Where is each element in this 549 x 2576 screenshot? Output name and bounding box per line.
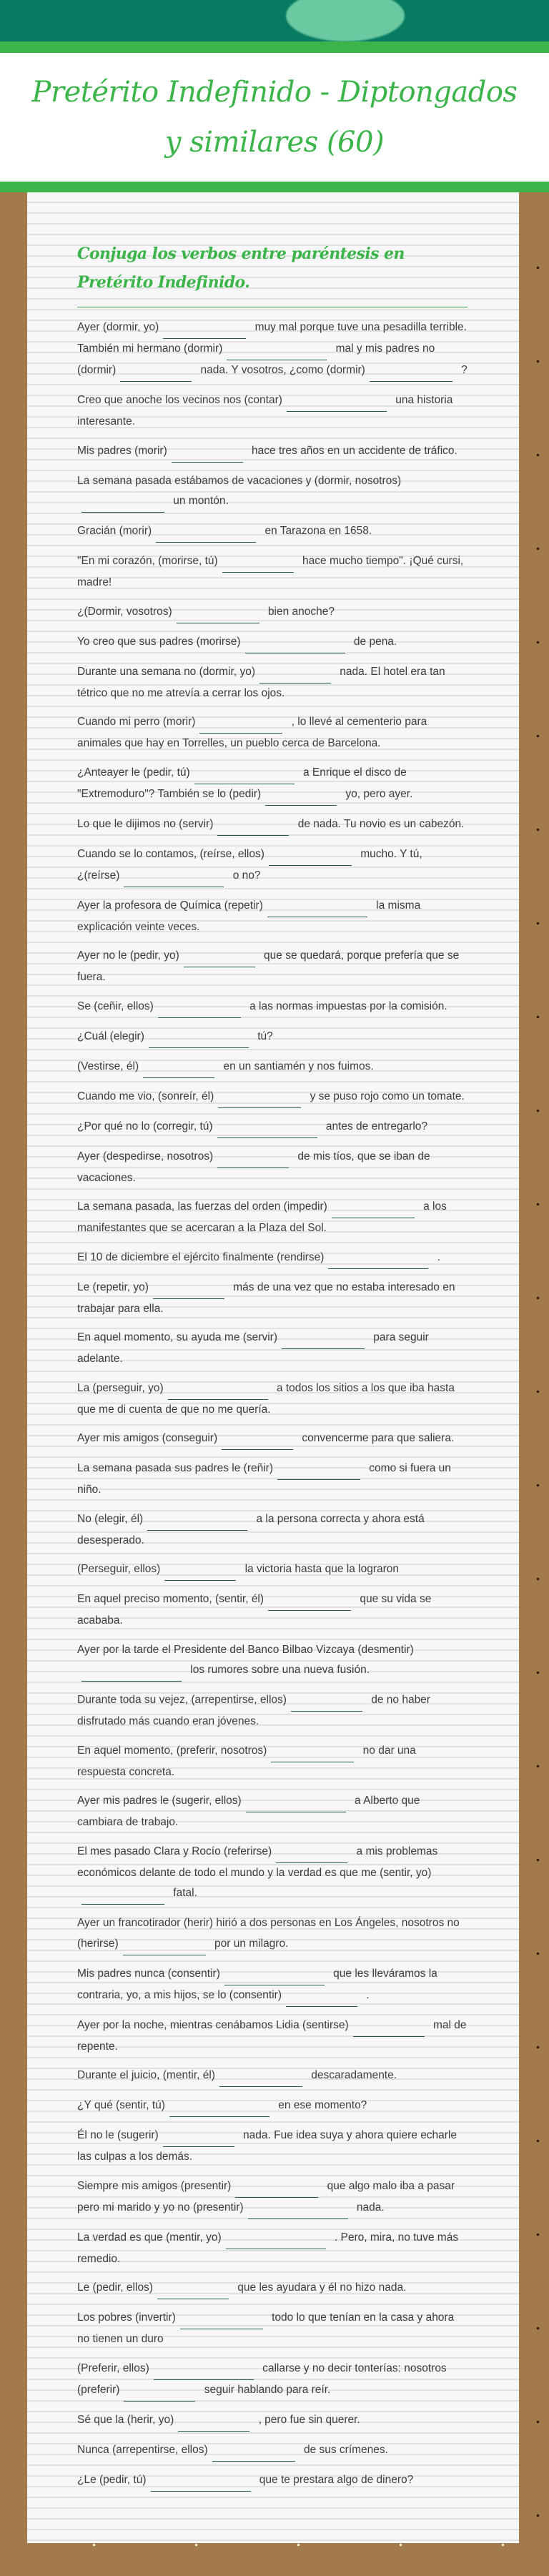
top-banner	[0, 0, 549, 41]
answer-blank-input[interactable]	[248, 2204, 348, 2219]
answer-blank-input[interactable]	[81, 497, 164, 513]
answer-blank-input[interactable]	[177, 608, 259, 623]
answer-blank-input[interactable]	[123, 1940, 206, 1955]
exercise-text: a los manifestantes que se acercaran a la Plaza del Sol.	[77, 1200, 447, 1234]
exercise-text: .	[434, 1250, 441, 1263]
answer-blank-input[interactable]	[246, 1797, 346, 1812]
exercise-text: un montón.	[170, 495, 229, 507]
decorative-bubble	[286, 0, 405, 41]
exercise-item	[77, 662, 468, 704]
exercise-text: El mes pasado Clara y Rocío (referirse)	[77, 1845, 272, 1857]
answer-blank-input[interactable]	[124, 2386, 195, 2402]
instructions-heading	[77, 240, 468, 307]
answer-blank-input[interactable]	[353, 2021, 425, 2037]
exercise-text: ¿Anteayer le (pedir, tú)	[77, 766, 190, 779]
exercise-text: que te prestara algo de dinero?	[256, 2473, 414, 2486]
exercise-text: ¿Y qué (sentir, tú)	[77, 2099, 165, 2111]
exercise-text: Ayer mis amigos (conseguir)	[77, 1432, 218, 1444]
exercise-text: (Perseguir, ellos)	[77, 1563, 161, 1575]
exercise-text: En aquel preciso momento, (sentir, él)	[77, 1593, 264, 1605]
exercise-text: de no haber disfrutado más cuando eran jóvenes.	[77, 1694, 430, 1727]
answer-blank-input[interactable]	[268, 1595, 351, 1611]
page-header	[0, 0, 549, 211]
exercise-text: Gracián (morir)	[77, 525, 152, 537]
exercise-text: (Vestirse, él)	[77, 1060, 139, 1072]
exercise-item	[77, 2470, 468, 2492]
exercise-item	[77, 1690, 468, 1732]
exercise-text: antes de entregarlo?	[322, 1120, 428, 1132]
answer-blank-input[interactable]	[287, 396, 387, 412]
answer-blank-input[interactable]	[245, 638, 345, 653]
exercise-text: La verdad es que (mentir, yo)	[77, 2231, 222, 2244]
exercise-text: Ayer mis padres le (sugerir, ellos)	[77, 1795, 242, 1807]
exercise-item	[77, 1057, 468, 1078]
exercise-text: ¿(Dormir, vosotros)	[77, 605, 172, 618]
answer-blank-input[interactable]	[164, 1565, 236, 1581]
exercise-text: en un santiamén y nos fuimos.	[220, 1060, 374, 1072]
exercise-item	[77, 2066, 468, 2087]
exercise-item	[77, 2015, 468, 2058]
exercise-text: Durante toda su vejez, (arrepentirse, ellos)	[77, 1694, 287, 1706]
exercise-item	[77, 1328, 468, 1370]
exercise-text: muy mal porque tuve una pesadilla terrible. También mi hermano (dormir)	[77, 321, 467, 355]
exercise-text: No (elegir, él)	[77, 1512, 144, 1525]
answer-blank-input[interactable]	[81, 1889, 164, 1905]
exercise-text: en ese momento?	[274, 2099, 367, 2111]
exercise-text: por un milagro.	[211, 1937, 289, 1950]
exercise-text: hace mucho tiempo". ¡Qué cursi, madre!	[77, 555, 464, 588]
answer-blank-input[interactable]	[168, 1384, 268, 1400]
exercise-text: los rumores sobre una nueva fusión.	[187, 1664, 370, 1676]
answer-blank-input[interactable]	[217, 820, 289, 836]
exercise-text: Los pobres (invertir)	[77, 2311, 176, 2324]
exercise-text: Le (pedir, ellos)	[77, 2281, 153, 2294]
header-stripe-top	[0, 41, 549, 53]
answer-blank-input[interactable]	[235, 2182, 318, 2198]
answer-blank-input[interactable]	[222, 557, 294, 573]
exercise-item	[77, 814, 468, 836]
answer-blank-input[interactable]	[259, 668, 331, 684]
exercise-text: Él no le (sugerir)	[77, 2129, 159, 2141]
exercise-text: Cuando se lo contamos, (reírse, ellos)	[77, 847, 264, 860]
exercise-item	[77, 521, 468, 543]
answer-blank-input[interactable]	[194, 769, 295, 784]
exercise-item	[77, 317, 468, 382]
exercise-item	[77, 844, 468, 887]
answer-blank-input[interactable]	[217, 1153, 289, 1168]
answer-blank-input[interactable]	[163, 323, 246, 339]
exercise-text: La (perseguir, yo)	[77, 1381, 164, 1394]
answer-blank-input[interactable]	[265, 790, 337, 806]
exercise-item	[77, 632, 468, 653]
answer-blank-input[interactable]	[143, 1062, 214, 1078]
answer-blank-input[interactable]	[158, 1002, 241, 1018]
answer-blank-input[interactable]	[217, 1122, 317, 1138]
exercise-text: de nada. Tu novio es un cabezón.	[295, 817, 465, 830]
exercise-item	[77, 471, 468, 513]
answer-blank-input[interactable]	[163, 2131, 234, 2147]
exercise-text: nada. El hotel era tan tétrico que no me atrevía a cerrar los ojos.	[77, 665, 445, 699]
answer-blank-input[interactable]	[276, 1847, 347, 1863]
exercise-text: seguir hablando para reír.	[201, 2383, 331, 2396]
exercise-list	[77, 317, 468, 2492]
answer-blank-input[interactable]	[269, 850, 352, 866]
exercise-text: Ayer por la noche, mientras cenábamos Lidia (sentirse)	[77, 2018, 349, 2031]
exercise-item	[77, 1913, 468, 1955]
answer-blank-input[interactable]	[227, 345, 327, 360]
exercise-text: yo, pero ayer.	[342, 787, 413, 800]
exercise-text: En aquel momento, (preferir, nosotros)	[77, 1744, 267, 1757]
answer-blank-input[interactable]	[199, 718, 282, 734]
exercise-text: nada. Fue idea suya y ahora quiere echarle las culpas a los demás.	[77, 2129, 458, 2163]
exercise-text: Sé que la (herir, yo)	[77, 2413, 174, 2426]
exercise-text: , pero fue sin querer.	[255, 2413, 360, 2426]
exercise-text: una historia interesante.	[77, 394, 453, 428]
exercise-text: que se quedará, porque prefería que se fuera.	[77, 949, 460, 983]
answer-blank-input[interactable]	[154, 2364, 254, 2380]
exercise-item	[77, 1640, 468, 1682]
exercise-text: a la persona correcta y ahora está desesperado.	[77, 1512, 425, 1546]
exercise-item	[77, 1964, 468, 2007]
exercise-text: Nunca (arrepentirse, ellos)	[77, 2443, 208, 2456]
answer-blank-input[interactable]	[282, 1333, 365, 1349]
answer-blank-input[interactable]	[222, 1434, 293, 1450]
exercise-text: Ayer (despedirse, nosotros)	[77, 1150, 214, 1163]
exercise-text: como si fuera un niño.	[77, 1462, 451, 1496]
exercise-text: que les ayudara y él no hizo nada.	[234, 2281, 407, 2294]
exercise-text: fatal.	[170, 1887, 197, 1899]
exercise-text: (Preferir, ellos)	[77, 2362, 149, 2374]
exercise-text: En aquel momento, su ayuda me (servir)	[77, 1331, 277, 1343]
exercise-text: El 10 de diciembre el ejército finalmente (rendirse)	[77, 1250, 325, 1263]
exercise-text: hace tres años en un accidente de tráfico.	[248, 444, 458, 457]
exercise-text: en Tarazona en 1658.	[262, 525, 372, 537]
exercise-item	[77, 1147, 468, 1189]
exercise-text: a las normas impuestas por la comisión.	[246, 1000, 447, 1012]
exercise-item	[77, 1741, 468, 1783]
exercise-text: La semana pasada estábamos de vacaciones y (dormir, nosotros)	[77, 474, 402, 487]
exercise-item	[77, 2126, 468, 2168]
exercise-text: Ayer no le (pedir, yo)	[77, 949, 179, 962]
cork-board-background	[0, 192, 549, 2576]
exercise-text: la misma explicación veinte veces.	[77, 899, 421, 933]
exercise-item	[77, 2308, 468, 2350]
answer-blank-input[interactable]	[157, 2284, 229, 2299]
answer-blank-input[interactable]	[178, 2416, 249, 2432]
exercise-item	[77, 1378, 468, 1421]
exercise-text: mal de repente.	[77, 2018, 467, 2053]
exercise-text: o no?	[229, 869, 261, 882]
instructions-suffix: .	[244, 273, 250, 292]
exercise-text: Mis padres (morir)	[77, 444, 167, 457]
exercise-text: y se puso rojo como un tomate.	[307, 1090, 465, 1102]
exercise-text: a todos los sitios a los que iba hasta que me di cuenta de que no me quería.	[77, 1381, 455, 1416]
answer-blank-input[interactable]	[124, 872, 224, 887]
answer-blank-input[interactable]	[147, 1515, 247, 1531]
exercise-item	[77, 1791, 468, 1833]
exercise-item	[77, 2359, 468, 2402]
answer-blank-input[interactable]	[218, 1092, 301, 1108]
answer-blank-input[interactable]	[149, 1032, 249, 1048]
exercise-text: no dar una respuesta concreta.	[77, 1744, 416, 1778]
page-title: Pretérito Indefinido - Diptongados y similares (60)	[31, 76, 518, 159]
answer-blank-input[interactable]	[277, 1464, 360, 1480]
answer-blank-input[interactable]	[219, 2071, 302, 2087]
exercise-text: ¿Le (pedir, tú)	[77, 2473, 147, 2486]
exercise-text: mucho. Y tú, ¿(reírse)	[77, 847, 422, 882]
answer-blank-input[interactable]	[370, 366, 452, 382]
exercise-text: Se (ceñir, ellos)	[77, 1000, 154, 1012]
exercise-text: bien anoche?	[264, 605, 335, 618]
exercise-item	[77, 1509, 468, 1551]
exercise-item	[77, 1589, 468, 1632]
exercise-text: descaradamente.	[307, 2069, 397, 2081]
exercise-item	[77, 712, 468, 754]
answer-blank-input[interactable]	[224, 1970, 325, 1985]
exercise-text: ?	[458, 364, 468, 376]
answer-blank-input[interactable]	[291, 1696, 362, 1712]
answer-blank-input[interactable]	[156, 527, 256, 543]
exercise-text: La semana pasada sus padres le (reñir)	[77, 1462, 273, 1474]
exercise-text: para seguir adelante.	[77, 1331, 429, 1365]
exercise-text: , lo llevé al cementerio para animales que hay en Torrelles, un pueblo cerca de Barcelona.	[77, 716, 427, 749]
exercise-text: . Pero, mira, no tuve más remedio.	[77, 2231, 459, 2265]
exercise-item	[77, 2410, 468, 2432]
exercise-item	[77, 1197, 468, 1239]
exercise-item	[77, 1027, 468, 1048]
answer-blank-input[interactable]	[271, 1747, 354, 1762]
exercise-item	[77, 2176, 468, 2219]
exercise-item	[77, 2096, 468, 2117]
answer-blank-input[interactable]	[226, 2234, 326, 2249]
instructions-prefix: Conjuga los verbos entre paréntesis en	[77, 245, 405, 263]
exercise-text: "En mi corazón, (morirse, tú)	[77, 555, 218, 567]
exercise-text: a Alberto que cambiara de trabajo.	[77, 1795, 420, 1828]
exercise-text: mal y mis padres no (dormir)	[77, 342, 435, 376]
exercise-item	[77, 551, 468, 593]
answer-blank-input[interactable]	[267, 902, 367, 917]
exercise-item	[77, 997, 468, 1018]
answer-blank-input[interactable]	[169, 2101, 269, 2117]
exercise-text: .	[363, 1988, 370, 2001]
exercise-text: Lo que le dijimos no (servir)	[77, 817, 214, 830]
exercise-text: Mis padres nunca (consentir)	[77, 1967, 220, 1980]
exercise-text: tú?	[254, 1030, 273, 1042]
exercise-item	[77, 441, 468, 463]
exercise-text: la victoria hasta que la lograron	[242, 1563, 400, 1575]
title-area	[0, 53, 549, 182]
exercise-text: a Enrique el disco de "Extremoduro"? También se lo (pedir)	[77, 766, 407, 800]
exercise-text: de pena.	[350, 635, 397, 648]
exercise-item	[77, 1248, 468, 1269]
exercise-item	[77, 1428, 468, 1450]
exercise-text: Ayer un francotirador (herir) hirió a dos personas en Los Ángeles, nosotros no (herirse)	[77, 1917, 460, 1950]
exercise-item	[77, 896, 468, 938]
answer-blank-input[interactable]	[328, 1253, 428, 1269]
answer-blank-input[interactable]	[153, 1283, 224, 1299]
exercise-text: Ayer por la tarde el Presidente del Banco Bilbao Vizcaya (desmentir)	[77, 1643, 414, 1656]
exercise-item	[77, 2440, 468, 2462]
exercise-text: de mis tíos, que se iban de vacaciones.	[77, 1150, 430, 1184]
exercise-text: que algo malo iba a pasar pero mi marido y yo no (presentir)	[77, 2179, 455, 2214]
exercise-text: nada.	[353, 2201, 385, 2214]
answer-blank-input[interactable]	[81, 1666, 182, 1682]
exercise-text: de sus crímenes.	[300, 2443, 388, 2456]
exercise-text: Le (repetir, yo)	[77, 1280, 149, 1293]
exercise-text: que les lleváramos la contraria, yo, a mis hijos, se lo (consentir)	[77, 1967, 437, 2001]
header-stripe-bottom	[0, 182, 549, 192]
exercise-item	[77, 2228, 468, 2270]
exercise-text: Durante una semana no (dormir, yo)	[77, 665, 255, 678]
exercise-item	[77, 1842, 468, 1905]
exercise-text: Creo que anoche los vecinos nos (contar)	[77, 394, 282, 406]
exercise-text: Durante el juicio, (mentir, él)	[77, 2069, 215, 2081]
exercise-text: nada. Y vosotros, ¿como (dormir)	[197, 364, 365, 376]
answer-blank-input[interactable]	[172, 447, 243, 463]
answer-blank-input[interactable]	[180, 2314, 263, 2329]
exercise-text: Yo creo que sus padres (morirse)	[77, 635, 241, 648]
exercise-text: Ayer (dormir, yo)	[77, 321, 159, 333]
exercise-item	[77, 1559, 468, 1581]
answer-blank-input[interactable]	[332, 1203, 415, 1218]
exercise-text: ¿Cuál (elegir)	[77, 1030, 144, 1042]
exercise-text: Siempre mis amigos (presentir)	[77, 2179, 232, 2192]
answer-blank-input[interactable]	[151, 2476, 251, 2492]
instructions-emphasis: Pretérito Indefinido	[77, 273, 245, 292]
exercise-text: más de una vez que no estaba interesado en trabajar para ella.	[77, 1280, 455, 1315]
exercise-text: convencerme para que saliera.	[299, 1432, 455, 1444]
exercise-text: callarse y no decir tonterías: nosotros (preferir)	[77, 2362, 447, 2396]
exercise-text: Ayer la profesora de Química (repetir)	[77, 899, 263, 912]
answer-blank-input[interactable]	[184, 952, 255, 967]
exercise-item	[77, 1459, 468, 1501]
exercise-text: que su vida se acababa.	[77, 1593, 432, 1627]
exercise-item	[77, 763, 468, 806]
worksheet-paper	[27, 192, 519, 2543]
exercise-text: Cuando me vio, (sonreír, él)	[77, 1090, 214, 1102]
answer-blank-input[interactable]	[212, 2446, 295, 2462]
exercise-text: a mis problemas económicos delante de todo el mundo y la verdad es que me (sentir, yo)	[77, 1845, 438, 1879]
exercise-item	[77, 2278, 468, 2299]
exercise-text: La semana pasada, las fuerzas del orden (impedir)	[77, 1200, 327, 1213]
exercise-item	[77, 1278, 468, 1320]
answer-blank-input[interactable]	[286, 1991, 357, 2007]
exercise-text: todo lo que tenían en la casa y ahora no tienen un duro	[77, 2311, 455, 2345]
exercise-item	[77, 1117, 468, 1138]
exercise-item	[77, 602, 468, 623]
exercise-text: ¿Por qué no lo (corregir, tú)	[77, 1120, 213, 1132]
exercise-item	[77, 390, 468, 433]
answer-blank-input[interactable]	[120, 366, 192, 382]
exercise-text: Cuando mi perro (morir)	[77, 716, 196, 728]
exercise-item	[77, 946, 468, 988]
exercise-item	[77, 1087, 468, 1108]
